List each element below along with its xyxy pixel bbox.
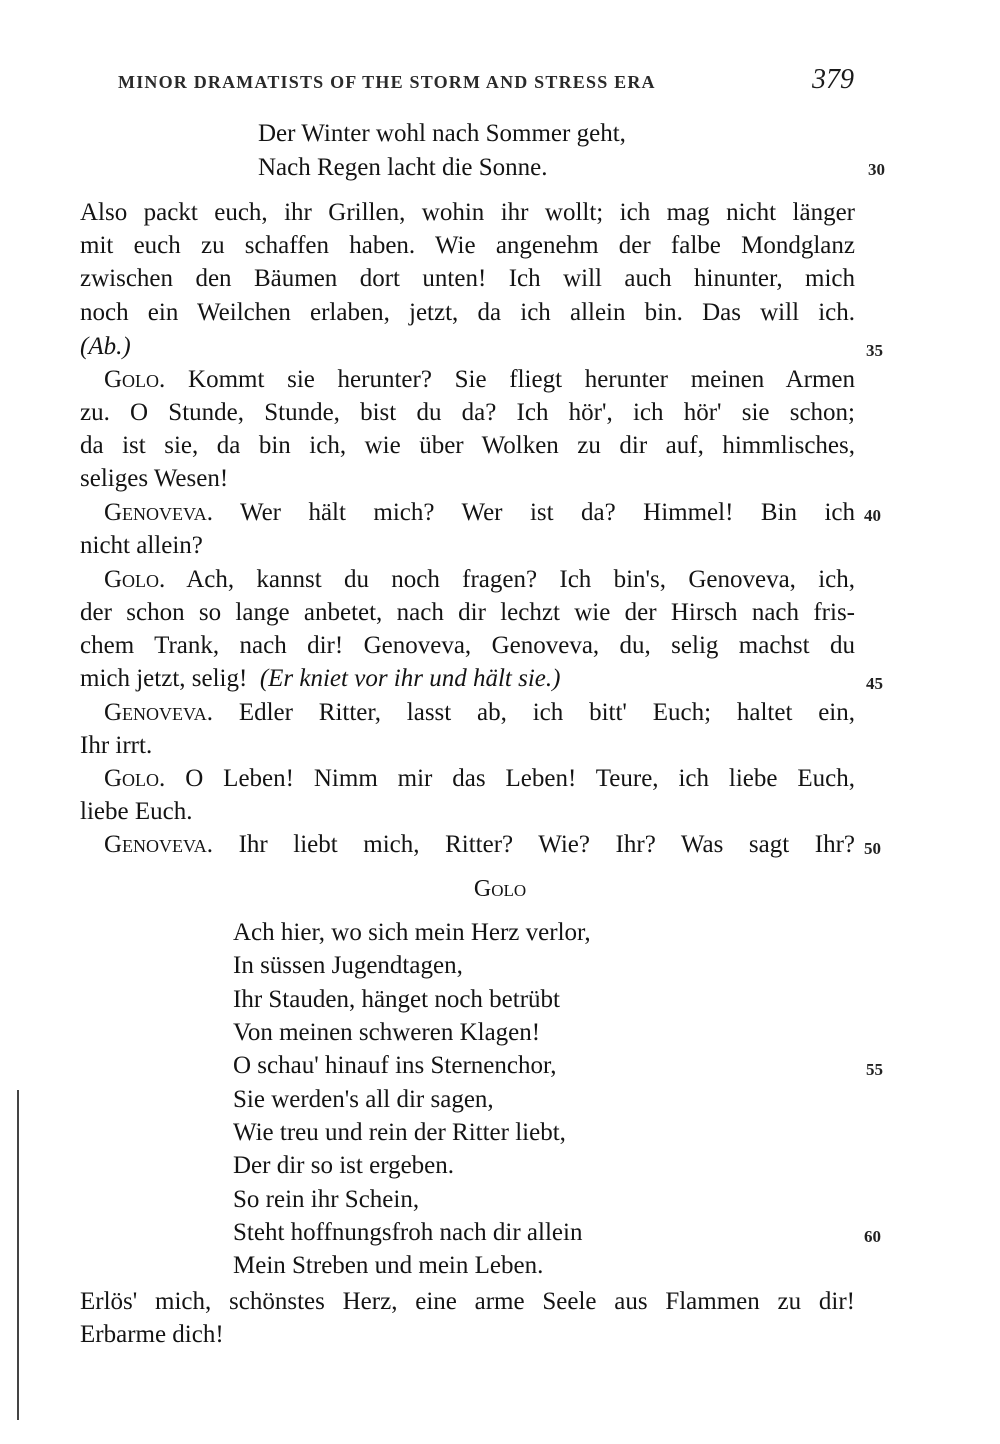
line-number: 45 bbox=[866, 674, 883, 693]
running-head: MINOR DRAMATISTS OF THE STORM AND STRESS ERA bbox=[118, 72, 656, 92]
prose-line: Also packt euch, ihr Grillen, wohin ihr wollt; ich mag nicht länger bbox=[80, 199, 855, 226]
stage-direction: (Ab.) bbox=[80, 333, 131, 360]
dialogue-text: Edler Ritter, lasst ab, ich bitt' Euch; haltet ein, bbox=[238, 699, 855, 726]
prose-line: zwischen den Bäumen dort unten! Ich will auch hinunter, mich bbox=[80, 265, 855, 292]
verse-line: O schau' hinauf ins Sternenchor, bbox=[233, 1052, 557, 1079]
dialogue-text: O Leben! Nimm mir das Leben! Teure, ich liebe Euch, bbox=[185, 765, 855, 792]
song-heading: Golo bbox=[473, 876, 527, 902]
page-header bbox=[0, 62, 1000, 102]
dialogue-line bbox=[104, 563, 855, 596]
scan-margin-mark bbox=[17, 1090, 19, 1420]
prose-line: seliges Wesen! bbox=[80, 465, 229, 492]
speaker-name: Genoveva. bbox=[104, 699, 213, 726]
prose-line: Erlös' mich, schönstes Herz, eine arme Seele aus Flammen zu dir! bbox=[80, 1288, 855, 1315]
verse-line: So rein ihr Schein, bbox=[233, 1186, 420, 1213]
dialogue-line bbox=[104, 696, 855, 729]
verse-line: Mein Streben und mein Leben. bbox=[233, 1252, 544, 1279]
prose-line: der schon so lange anbetet, nach dir lechzt wie der Hirsch nach fris- bbox=[80, 599, 855, 626]
speaker-name: Golo. bbox=[104, 566, 166, 593]
prose-line: nicht allein? bbox=[80, 532, 203, 559]
prose-line: chem Trank, nach dir! Genoveva, Genoveva, du, selig machst du bbox=[80, 632, 855, 659]
verse-line: Nach Regen lacht die Sonne. bbox=[258, 154, 548, 181]
verse-line: Der Winter wohl nach Sommer geht, bbox=[258, 120, 626, 147]
dialogue-line bbox=[104, 363, 855, 396]
line-number: 55 bbox=[866, 1060, 883, 1079]
prose-line: zu. O Stunde, Stunde, bist du da? Ich hör', ich hör' sie schon; bbox=[80, 399, 855, 426]
line-number: 60 bbox=[864, 1227, 881, 1246]
page-number: 379 bbox=[812, 64, 854, 95]
dialogue-line bbox=[80, 662, 855, 695]
verse-line: Von meinen schweren Klagen! bbox=[233, 1019, 541, 1046]
dialogue-line bbox=[104, 828, 855, 861]
speaker-name: Golo. bbox=[104, 765, 166, 792]
speaker-name: Golo. bbox=[104, 366, 166, 393]
verse-line: Sie werden's all dir sagen, bbox=[233, 1086, 494, 1113]
verse-line: Ihr Stauden, hänget noch betrübt bbox=[233, 986, 560, 1013]
speaker-name: Genoveva. bbox=[104, 499, 213, 526]
dialogue-text: Ach, kannst du noch fragen? Ich bin's, Genoveva, ich, bbox=[186, 566, 855, 593]
verse-line: Steht hoffnungsfroh nach dir allein bbox=[233, 1219, 583, 1246]
prose-line: Erbarme dich! bbox=[80, 1321, 224, 1348]
prose-line: mit euch zu schaffen haben. Wie angenehm der falbe Mondglanz bbox=[80, 232, 855, 259]
line-number: 50 bbox=[864, 839, 881, 858]
dialogue-line bbox=[104, 762, 855, 795]
line-number: 30 bbox=[868, 160, 885, 179]
verse-line: Wie treu und rein der Ritter liebt, bbox=[233, 1119, 566, 1146]
dialogue-line bbox=[104, 496, 855, 529]
prose-line: Ihr irrt. bbox=[80, 732, 153, 759]
speaker-name: Genoveva. bbox=[104, 831, 213, 858]
dialogue-text: Wer hält mich? Wer ist da? Himmel! Bin ich bbox=[239, 499, 855, 526]
dialogue-text: Kommt sie herunter? Sie fliegt herunter meinen Armen bbox=[188, 366, 856, 393]
prose-line: da ist sie, da bin ich, wie über Wolken zu dir auf, himmlisches, bbox=[80, 432, 855, 459]
stage-direction: (Er kniet vor ihr und hält sie.) bbox=[259, 665, 561, 692]
prose-line: liebe Euch. bbox=[80, 798, 193, 825]
verse-line: In süssen Jugendtagen, bbox=[233, 952, 463, 979]
verse-line: Der dir so ist ergeben. bbox=[233, 1152, 455, 1179]
line-number: 35 bbox=[866, 341, 883, 360]
verse-line: Ach hier, wo sich mein Herz verlor, bbox=[233, 919, 591, 946]
line-number: 40 bbox=[864, 506, 881, 525]
dialogue-text: Ihr liebt mich, Ritter? Wie? Ihr? Was sagt Ihr? bbox=[238, 831, 855, 858]
dialogue-text: mich jetzt, selig! bbox=[80, 665, 248, 692]
prose-line: noch ein Weilchen erlaben, jetzt, da ich allein bin. Das will ich. bbox=[80, 299, 855, 326]
